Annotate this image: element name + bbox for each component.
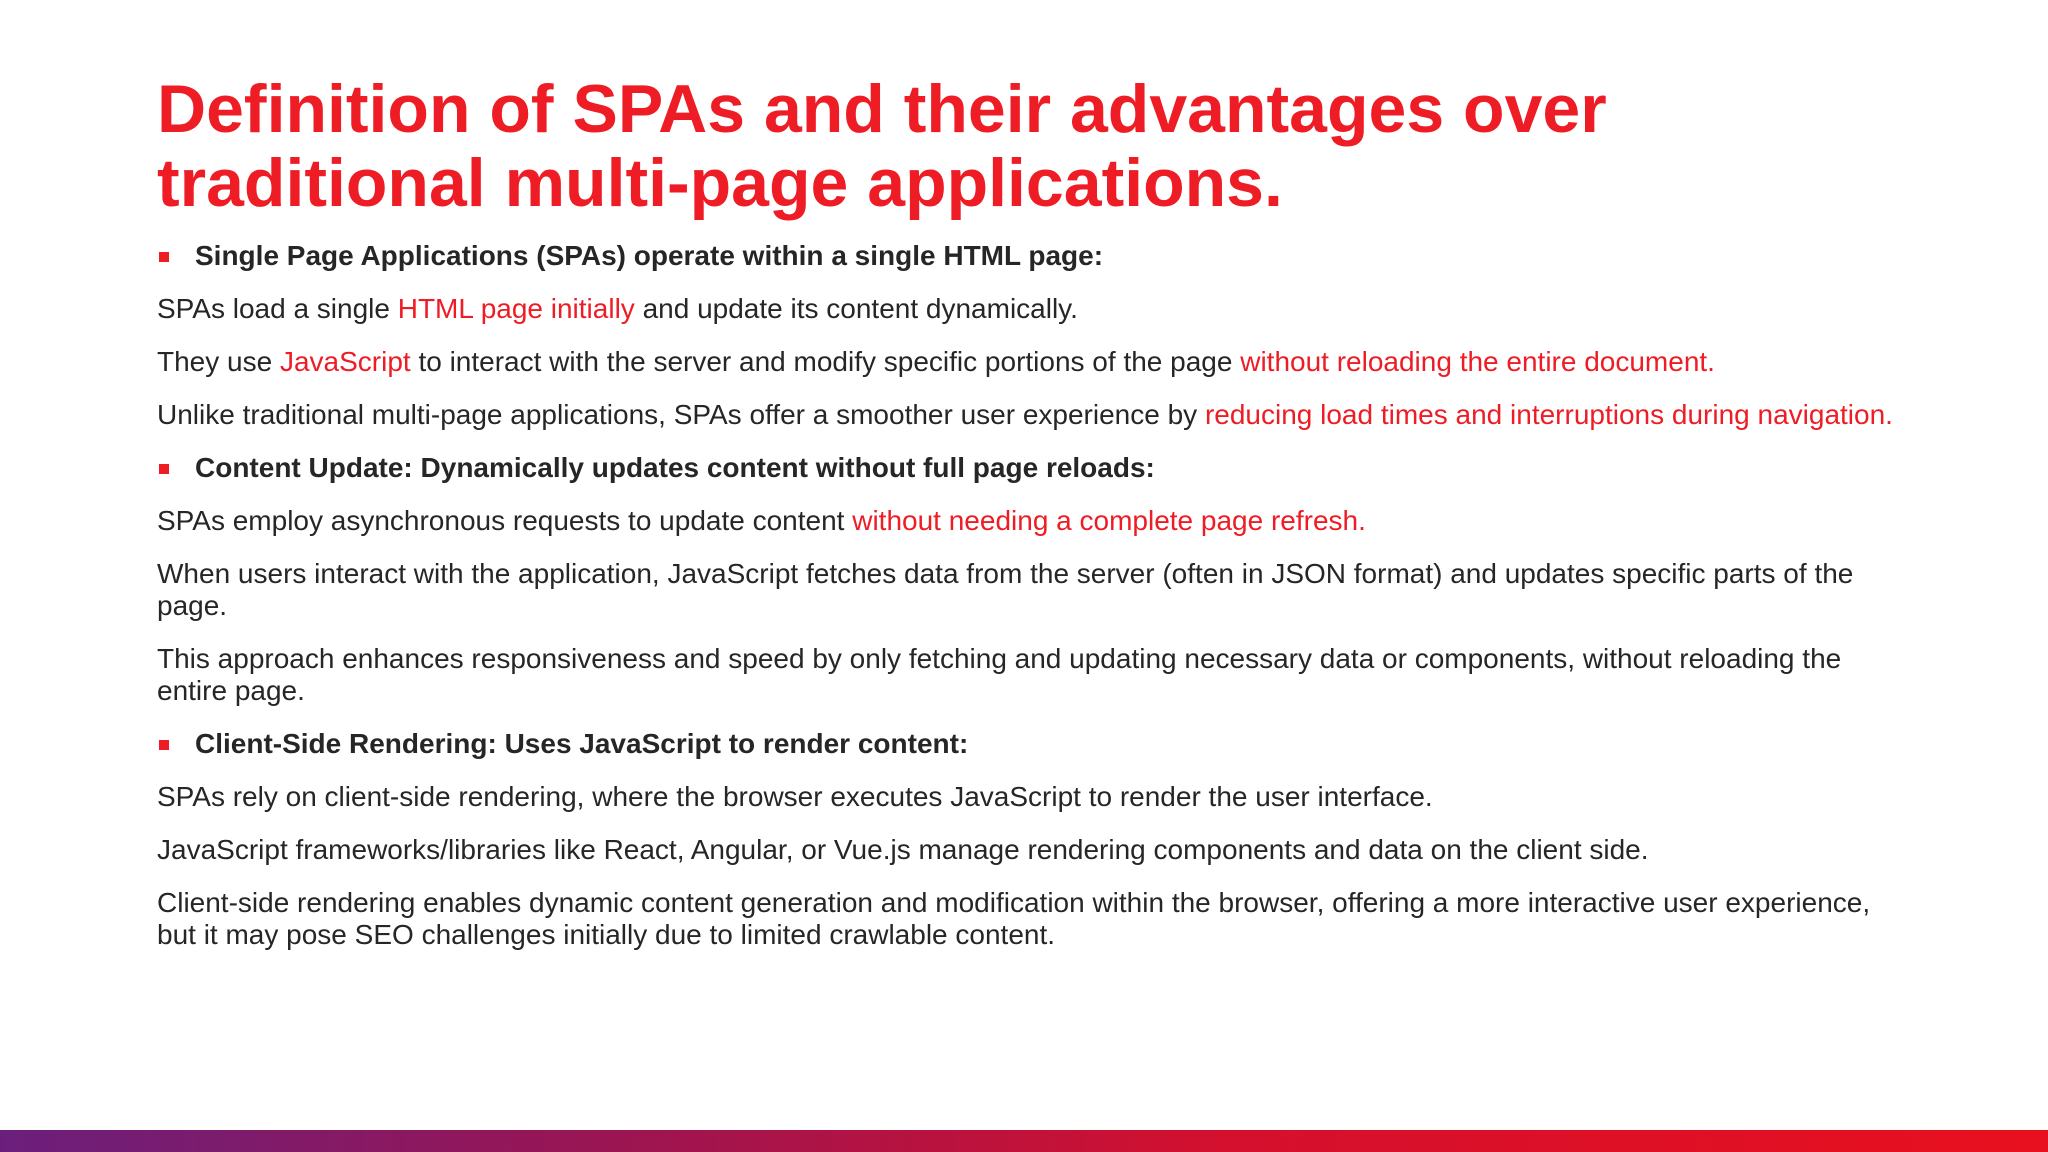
paragraph-text: Unlike traditional multi-page applications, SPAs offer a smoother user experience by [157, 399, 1205, 430]
slide-title: Definition of SPAs and their advantages over traditional multi-page applications. [157, 71, 1607, 221]
paragraph-text: They use [157, 346, 280, 377]
paragraph-text: SPAs employ asynchronous requests to update content [157, 505, 853, 536]
paragraph-text: This approach enhances responsiveness and speed by only fetching and updating necessary data or components, without reloading the entire page. [157, 643, 1842, 706]
highlight-text: JavaScript [279, 346, 411, 377]
section-heading-text: Single Page Applications (SPAs) operate within a single HTML page: [195, 240, 1104, 271]
paragraph [157, 399, 1897, 431]
highlight-text: HTML page initially [397, 293, 635, 324]
section-heading [157, 728, 1897, 760]
paragraph [157, 834, 1897, 866]
highlight-text: without needing a complete page refresh. [852, 505, 1366, 536]
highlight-text: reducing load times and interruptions during navigation. [1204, 399, 1893, 430]
slide-content [157, 240, 1897, 972]
paragraph [157, 505, 1897, 537]
section-heading-text: Content Update: Dynamically updates content without full page reloads: [195, 452, 1155, 483]
highlight-text: without reloading the entire document. [1240, 346, 1715, 377]
footer-gradient-bar [0, 1130, 2048, 1152]
paragraph-text: Client-side rendering enables dynamic content generation and modification within the browser, offering a more interactive user experience, but it may pose SEO challenges initially due to limited crawlable content. [157, 887, 1871, 950]
paragraph-text: to interact with the server and modify specific portions of the page [410, 346, 1241, 377]
paragraph-text: and update its content dynamically. [634, 293, 1078, 324]
paragraph-text: JavaScript frameworks/libraries like React, Angular, or Vue.js manage rendering components and data on the client side. [157, 834, 1649, 865]
paragraph [157, 346, 1897, 378]
square-bullet-icon [159, 464, 169, 474]
paragraph-text: SPAs load a single [157, 293, 398, 324]
square-bullet-icon [159, 252, 169, 262]
paragraph [157, 887, 1897, 951]
paragraph-text: SPAs rely on client-side rendering, where the browser executes JavaScript to render the user interface. [157, 781, 1433, 812]
square-bullet-icon [159, 740, 169, 750]
section-heading [157, 452, 1897, 484]
paragraph [157, 643, 1897, 707]
paragraph [157, 558, 1897, 622]
section-heading [157, 240, 1897, 272]
paragraph-text: When users interact with the application, JavaScript fetches data from the server (often in JSON format) and updates specific parts of the page. [157, 558, 1854, 621]
paragraph [157, 781, 1897, 813]
section-heading-text: Client-Side Rendering: Uses JavaScript to render content: [195, 728, 969, 759]
paragraph [157, 293, 1897, 325]
